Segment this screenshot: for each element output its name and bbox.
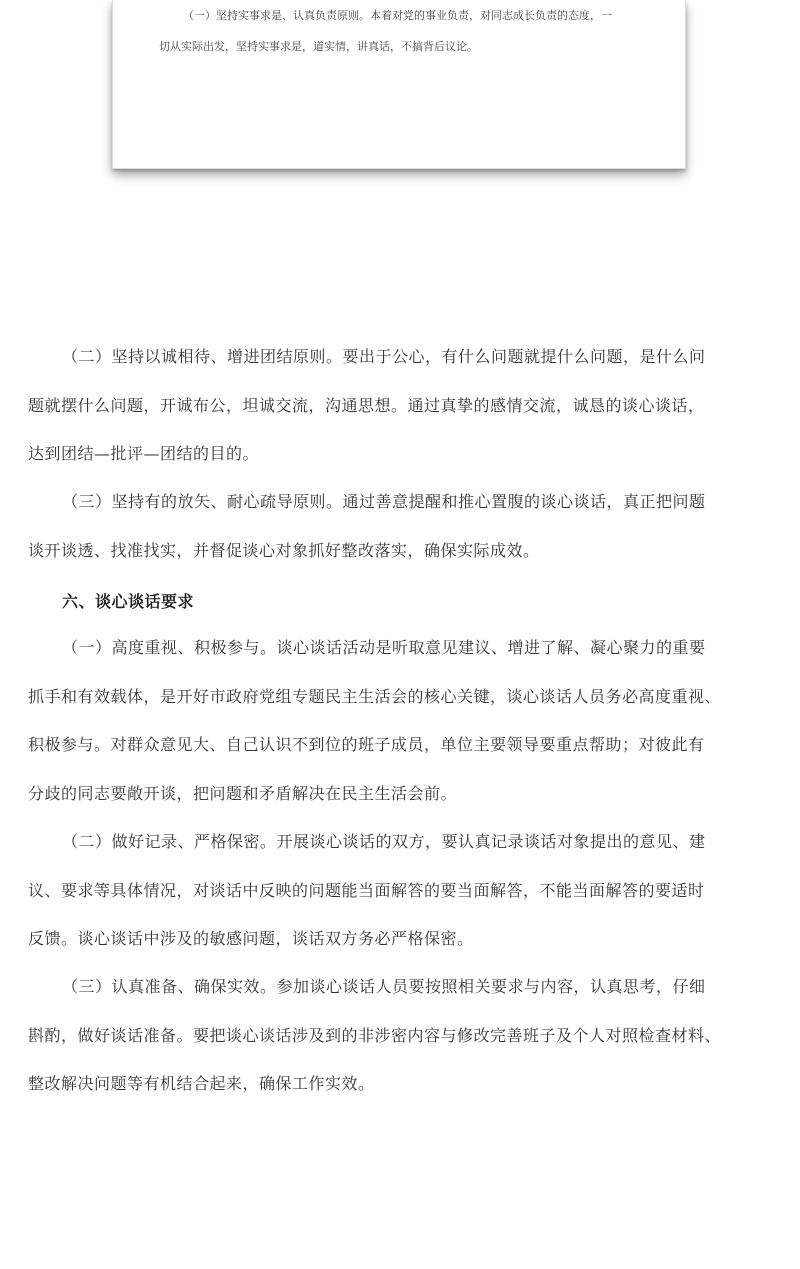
text-line: （二）做好记录、严格保密。开展谈心谈话的双方，要认真记录谈话对象提出的意见、建 bbox=[62, 832, 706, 851]
text-line: （三）坚持有的放矢、耐心疏导原则。通过善意提醒和推心置腹的谈心谈话，真正把问题 bbox=[62, 492, 706, 511]
text-line: （一）高度重视、积极参与。谈心谈话活动是听取意见建议、增进了解、凝心聚力的重要 bbox=[62, 638, 706, 657]
paragraph-principle-2 bbox=[28, 333, 776, 479]
text-line: 抓手和有效载体，是开好市政府党组专题民主生活会的核心关键，谈心谈话人员务必高度重视、 bbox=[28, 686, 722, 706]
text-line: 议、要求等具体情况，对谈话中反映的问题能当面解答的要当面解答，不能当面解答的要适时 bbox=[28, 880, 705, 900]
paragraph-principle-3 bbox=[28, 478, 776, 575]
paragraph-requirement-3 bbox=[28, 963, 776, 1109]
section-heading: 六、谈心谈话要求 bbox=[62, 592, 195, 611]
text-line: 谈开谈透、找准找实，并督促谈心对象抓好整改落实，确保实际成效。 bbox=[28, 540, 540, 560]
paragraph-requirement-1 bbox=[28, 624, 776, 818]
text-line: （二）坚持以诚相待、增进团结原则。要出于公心，有什么问题就提什么问题，是什么问 bbox=[62, 347, 706, 366]
text-line: 分歧的同志要敞开谈，把问题和矛盾解决在民主生活会前。 bbox=[28, 783, 458, 803]
text-line: （三）认真准备、确保实效。参加谈心谈话人员要按照相关要求与内容，认真思考，仔细 bbox=[62, 977, 706, 996]
text-line: 达到团结—批评—团结的目的。 bbox=[28, 444, 260, 463]
preview-paragraph bbox=[159, 0, 659, 62]
text-line: 题就摆什么问题，开诚布公，坦诚交流，沟通思想。通过真挚的感情交流，诚恳的谈心谈话， bbox=[28, 395, 705, 415]
paragraph-requirement-2 bbox=[28, 818, 776, 964]
text-line: 反馈。谈心谈话中涉及的敏感问题，谈话双方务必严格保密。 bbox=[28, 929, 474, 948]
text-line: 积极参与。对群众意见大、自己认识不到位的班子成员，单位主要领导要重点帮助；对彼此有 bbox=[28, 735, 705, 754]
text-line: 整改解决问题等有机结合起来，确保工作实效。 bbox=[28, 1074, 375, 1093]
document-page-preview bbox=[112, 0, 686, 169]
preview-line: 切从实际出发，坚持实事求是，道实情，讲真话，不搞背后议论。 bbox=[159, 40, 478, 53]
preview-line: （一）坚持实事求是、认真负责原则。本着对党的事业负责，对同志成长负责的态度，一 bbox=[183, 9, 612, 22]
text-line: 斟酌，做好谈话准备。要把谈心谈话涉及到的非涉密内容与修改完善班子及个人对照检查材料、 bbox=[28, 1025, 722, 1045]
